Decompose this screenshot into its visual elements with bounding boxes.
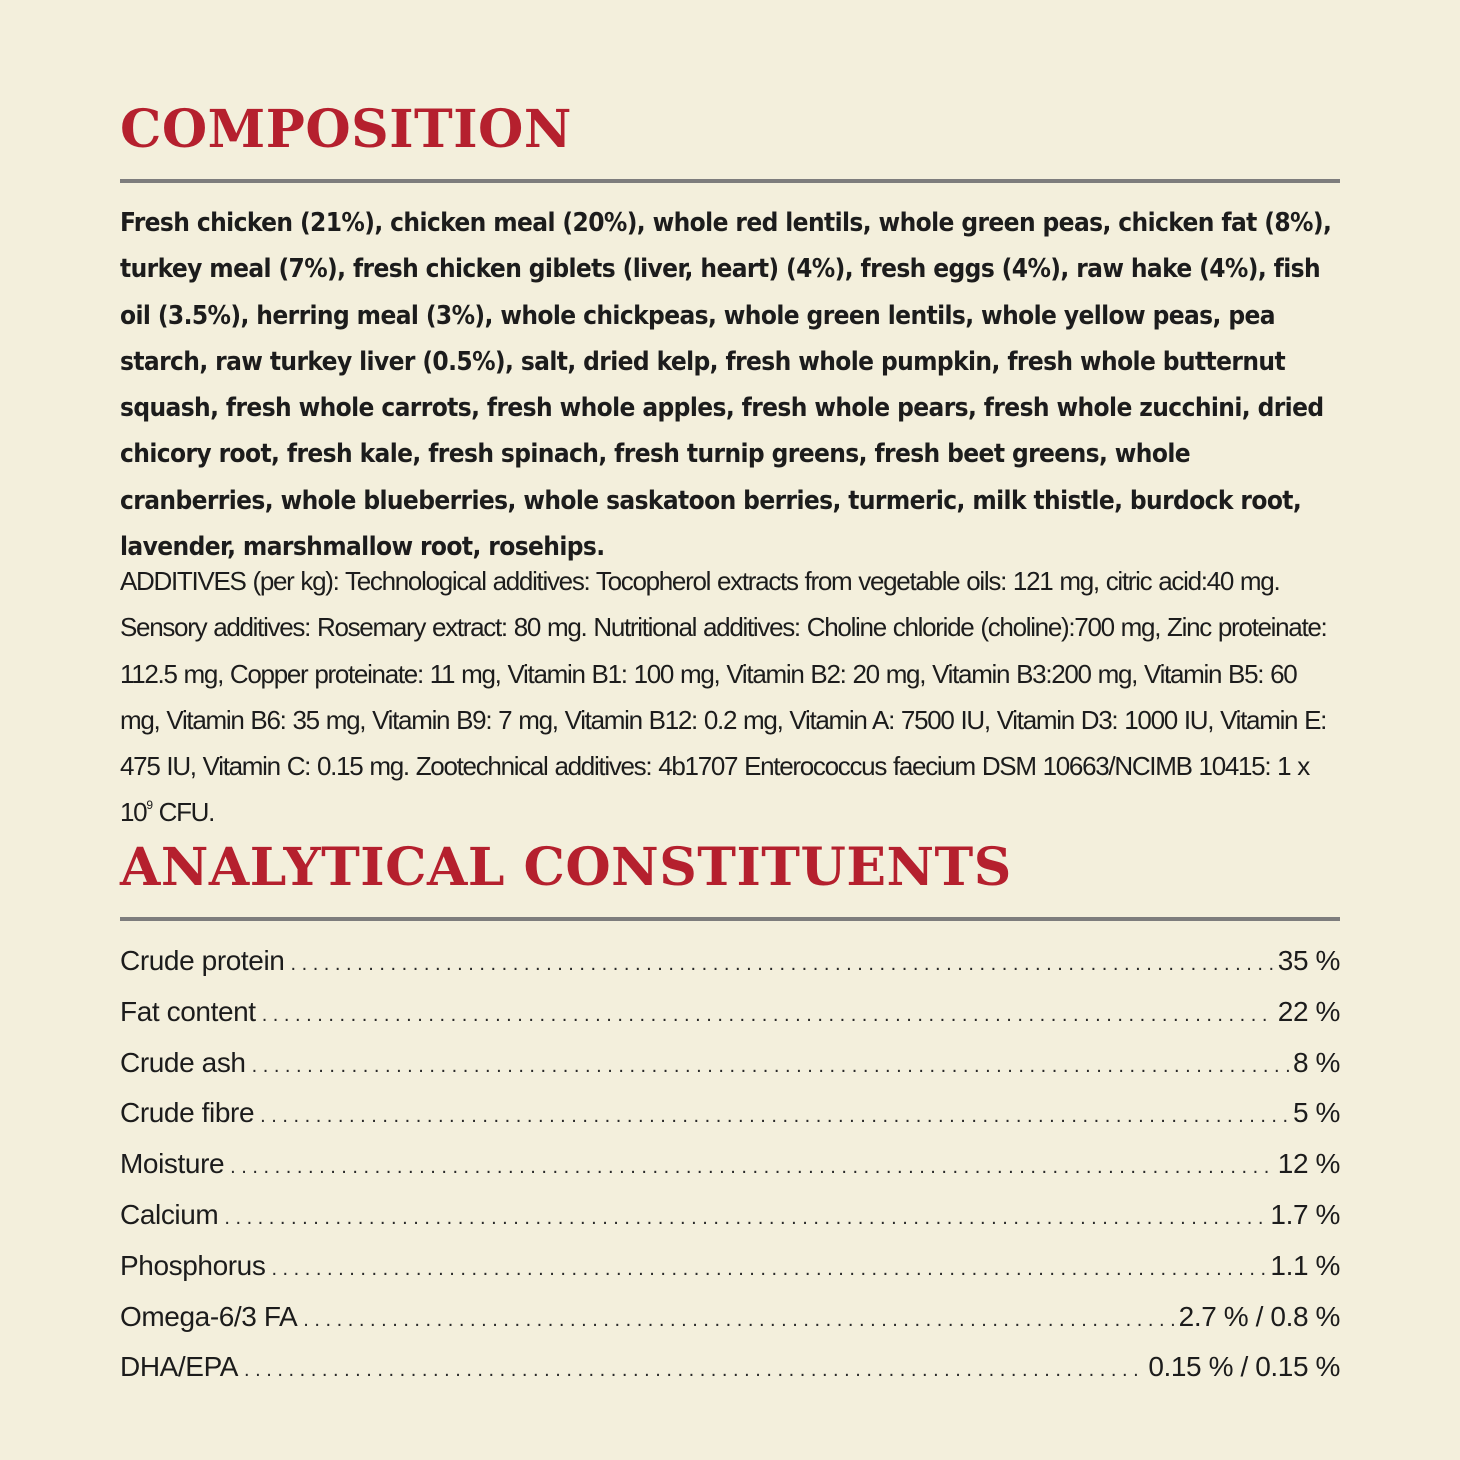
constituent-row-fat-content xyxy=(120,987,1340,1038)
constituent-value: 12 % xyxy=(1277,1148,1340,1180)
dot-leader xyxy=(303,1295,1174,1346)
constituent-value: 8 % xyxy=(1292,1046,1340,1078)
constituent-name: DHA/EPA xyxy=(120,1351,239,1383)
constituent-value: 5 % xyxy=(1292,1097,1340,1129)
constituent-name: Calcium xyxy=(120,1198,219,1230)
constituent-row-crude-protein xyxy=(120,936,1340,987)
constituent-value: 35 % xyxy=(1277,945,1340,976)
dot-leader xyxy=(224,1193,1266,1244)
constituent-row-dha-epa xyxy=(120,1342,1340,1393)
constituent-row-crude-fibre xyxy=(120,1088,1340,1139)
constituent-name: Phosphorus xyxy=(120,1249,266,1281)
constituent-name: Fat content xyxy=(120,995,256,1027)
additives-main: ADDITIVES (per kg): Technological additives: Tocopherol extracts from vegetable oils: 121 mg, citric acid:40 mg. Sensory additives: Rosemary extract: 80 mg. Nutritional additives: Choline chloride (choline):700 mg, Zinc proteinate: 112.5 mg, Copper proteinate: 11 mg, Vitamin B1: 100 mg, Vitamin B2: 20 mg, Vitamin B3:200 mg, Vitamin B5: 60 mg, Vitamin B6: 35 mg, Vitamin B9: 7 mg, Vitamin B12: 0.2 mg, Vitamin A: 7500 IU, Vitamin D3: 1000 IU, Vitamin E: 475 IU, Vitamin C: 0.15 mg. Zootechnical additives: 4b1707 Enterococcus faecium DSM 10663/NCIMB 10415: 1 x 10 xyxy=(120,566,1327,828)
constituent-name: Crude fibre xyxy=(120,1097,255,1129)
additives-exponent: 9 xyxy=(146,798,152,813)
constituent-value: 1.7 % xyxy=(1270,1198,1340,1230)
constituent-name: Crude protein xyxy=(120,945,285,976)
constituent-value: 0.15 % / 0.15 % xyxy=(1148,1351,1340,1383)
constituent-name: Crude ash xyxy=(120,1046,246,1078)
constituent-row-calcium xyxy=(120,1190,1340,1241)
dot-leader xyxy=(230,1142,1274,1193)
constituent-value: 2.7 % / 0.8 % xyxy=(1178,1300,1340,1332)
constituent-name: Moisture xyxy=(120,1148,225,1180)
dot-leader xyxy=(271,1244,1266,1295)
dot-leader xyxy=(252,1041,1289,1092)
dot-leader xyxy=(290,939,1273,990)
constituent-row-moisture xyxy=(120,1139,1340,1190)
additives-end: CFU. xyxy=(151,797,215,828)
composition-heading: COMPOSITION xyxy=(120,99,572,160)
constituent-row-omega-6-3-fa xyxy=(120,1292,1340,1343)
composition-divider xyxy=(120,179,1340,183)
constituent-name: Omega-6/3 FA xyxy=(120,1300,298,1332)
dot-leader xyxy=(262,990,1274,1041)
constituent-value: 1.1 % xyxy=(1270,1249,1340,1281)
ingredients-list: Fresh chicken (21%), chicken meal (20%), whole red lentils, whole green peas, chicken fat (8%), turkey meal (7%), fresh chicken giblets (liver, heart) (4%), fresh eggs (4%), raw hake (4%), fish oil (3.5%), herring meal (3%), whole chickpeas, whole green lentils, whole yellow peas, pea starch, raw turkey liver (0.5%), salt, dried kelp, fresh whole pumpkin, fresh whole butternut squash, fresh whole carrots, fresh whole apples, fresh whole pears, fresh whole zucchini, dried chicory root, fresh kale, fresh spinach, fresh turnip greens, fresh beet greens, whole cranberries, whole blueberries, whole saskatoon berries, turmeric, milk thistle, burdock root, lavender, marshmallow root, rosehips. xyxy=(120,208,1332,563)
constituent-row-phosphorus xyxy=(120,1241,1340,1292)
dot-leader xyxy=(244,1345,1144,1396)
analytical-constituents-list xyxy=(120,936,1340,1393)
analytical-constituents-heading: ANALYTICAL CONSTITUENTS xyxy=(120,837,1012,898)
dot-leader xyxy=(260,1091,1289,1142)
additives-text xyxy=(120,558,1342,836)
constituent-value: 22 % xyxy=(1277,995,1340,1027)
constituent-row-crude-ash xyxy=(120,1038,1340,1089)
analytical-divider xyxy=(120,917,1340,921)
